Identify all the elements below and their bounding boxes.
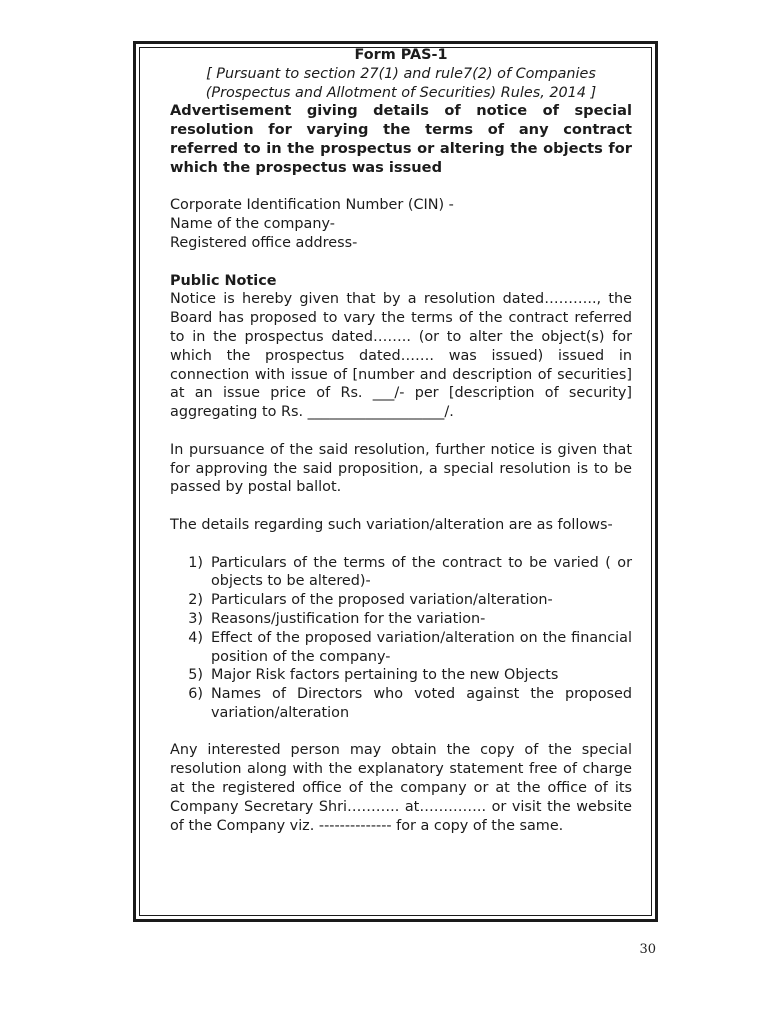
list-item	[178, 591, 632, 610]
list-item-text: Reasons/justification for the variation-	[211, 610, 486, 627]
list-item-text: Effect of the proposed variation/alteration on the financial position of the company-	[211, 629, 632, 665]
spacer	[170, 253, 632, 272]
list-item	[178, 666, 632, 685]
list-item-text: Major Risk factors pertaining to the new Objects	[211, 667, 559, 684]
spacer	[170, 422, 632, 441]
cin-field-label: Corporate Identification Number (CIN) -	[170, 197, 454, 214]
list-item-number: 2)	[188, 592, 203, 609]
public-notice-title: Public Notice	[170, 272, 277, 289]
page-number: 30	[639, 942, 656, 957]
form-content	[170, 46, 632, 835]
list-item-text: Particulars of the proposed variation/alteration-	[211, 592, 553, 609]
list-item-text: Particulars of the terms of the contract to be varied ( or objects to be altered)-	[211, 554, 632, 590]
spacer	[170, 535, 632, 554]
list-item	[178, 610, 632, 629]
pursuant-line-1: [ Pursuant to section 27(1) and rule7(2) of Companies	[206, 65, 596, 82]
list-item	[178, 554, 632, 592]
advertisement-heading: Advertisement giving details of notice of special resolution for varying the terms of any contract referred to in the prospectus or altering the objects for which the prospectus was issued	[170, 102, 632, 176]
list-item-text: Names of Directors who voted against the proposed variation/alteration	[211, 686, 632, 721]
list-item-number: 4)	[188, 629, 203, 646]
list-item-number: 1)	[188, 554, 203, 571]
list-item-number: 3)	[188, 610, 203, 627]
notice-paragraph-3: The details regarding such variation/alteration are as follows-	[170, 516, 613, 533]
list-item	[178, 629, 632, 667]
list-item-number: 5)	[188, 667, 203, 684]
spacer	[170, 178, 632, 197]
spacer	[170, 497, 632, 516]
details-list	[170, 554, 632, 723]
list-item	[178, 685, 632, 723]
company-name-field-label: Name of the company-	[170, 216, 335, 233]
registered-office-field-label: Registered office address-	[170, 234, 358, 251]
company-fields	[170, 196, 632, 252]
spacer	[170, 723, 632, 742]
pursuant-line-2: (Prospectus and Allotment of Securities) Rules, 2014 ]	[205, 84, 597, 101]
closing-paragraph: Any interested person may obtain the copy of the special resolution along with the explanatory statement free of charge at the registered office of the company or at the office of its Company Secretary Shri……….. at………….. or visit the website of the Company viz. -------------- for a copy of the same.	[170, 742, 632, 834]
notice-paragraph-2: In pursuance of the said resolution, further notice is given that for approving the said proposition, a special resolution is to be passed by postal ballot.	[170, 441, 632, 496]
notice-paragraph-1: Notice is hereby given that by a resolution dated……….., the Board has proposed to vary the terms of the contract referred to in the prospectus dated…….. (or to alter the object(s) for which the prospectus dated……. was issued) issued in connection with issue of [number and description of securities] at an issue price of Rs. ___/- per [description of security] aggregating to Rs. ___________________/.	[170, 291, 632, 421]
list-item-number: 6)	[188, 686, 203, 703]
form-title: Form PAS-1	[354, 47, 448, 63]
